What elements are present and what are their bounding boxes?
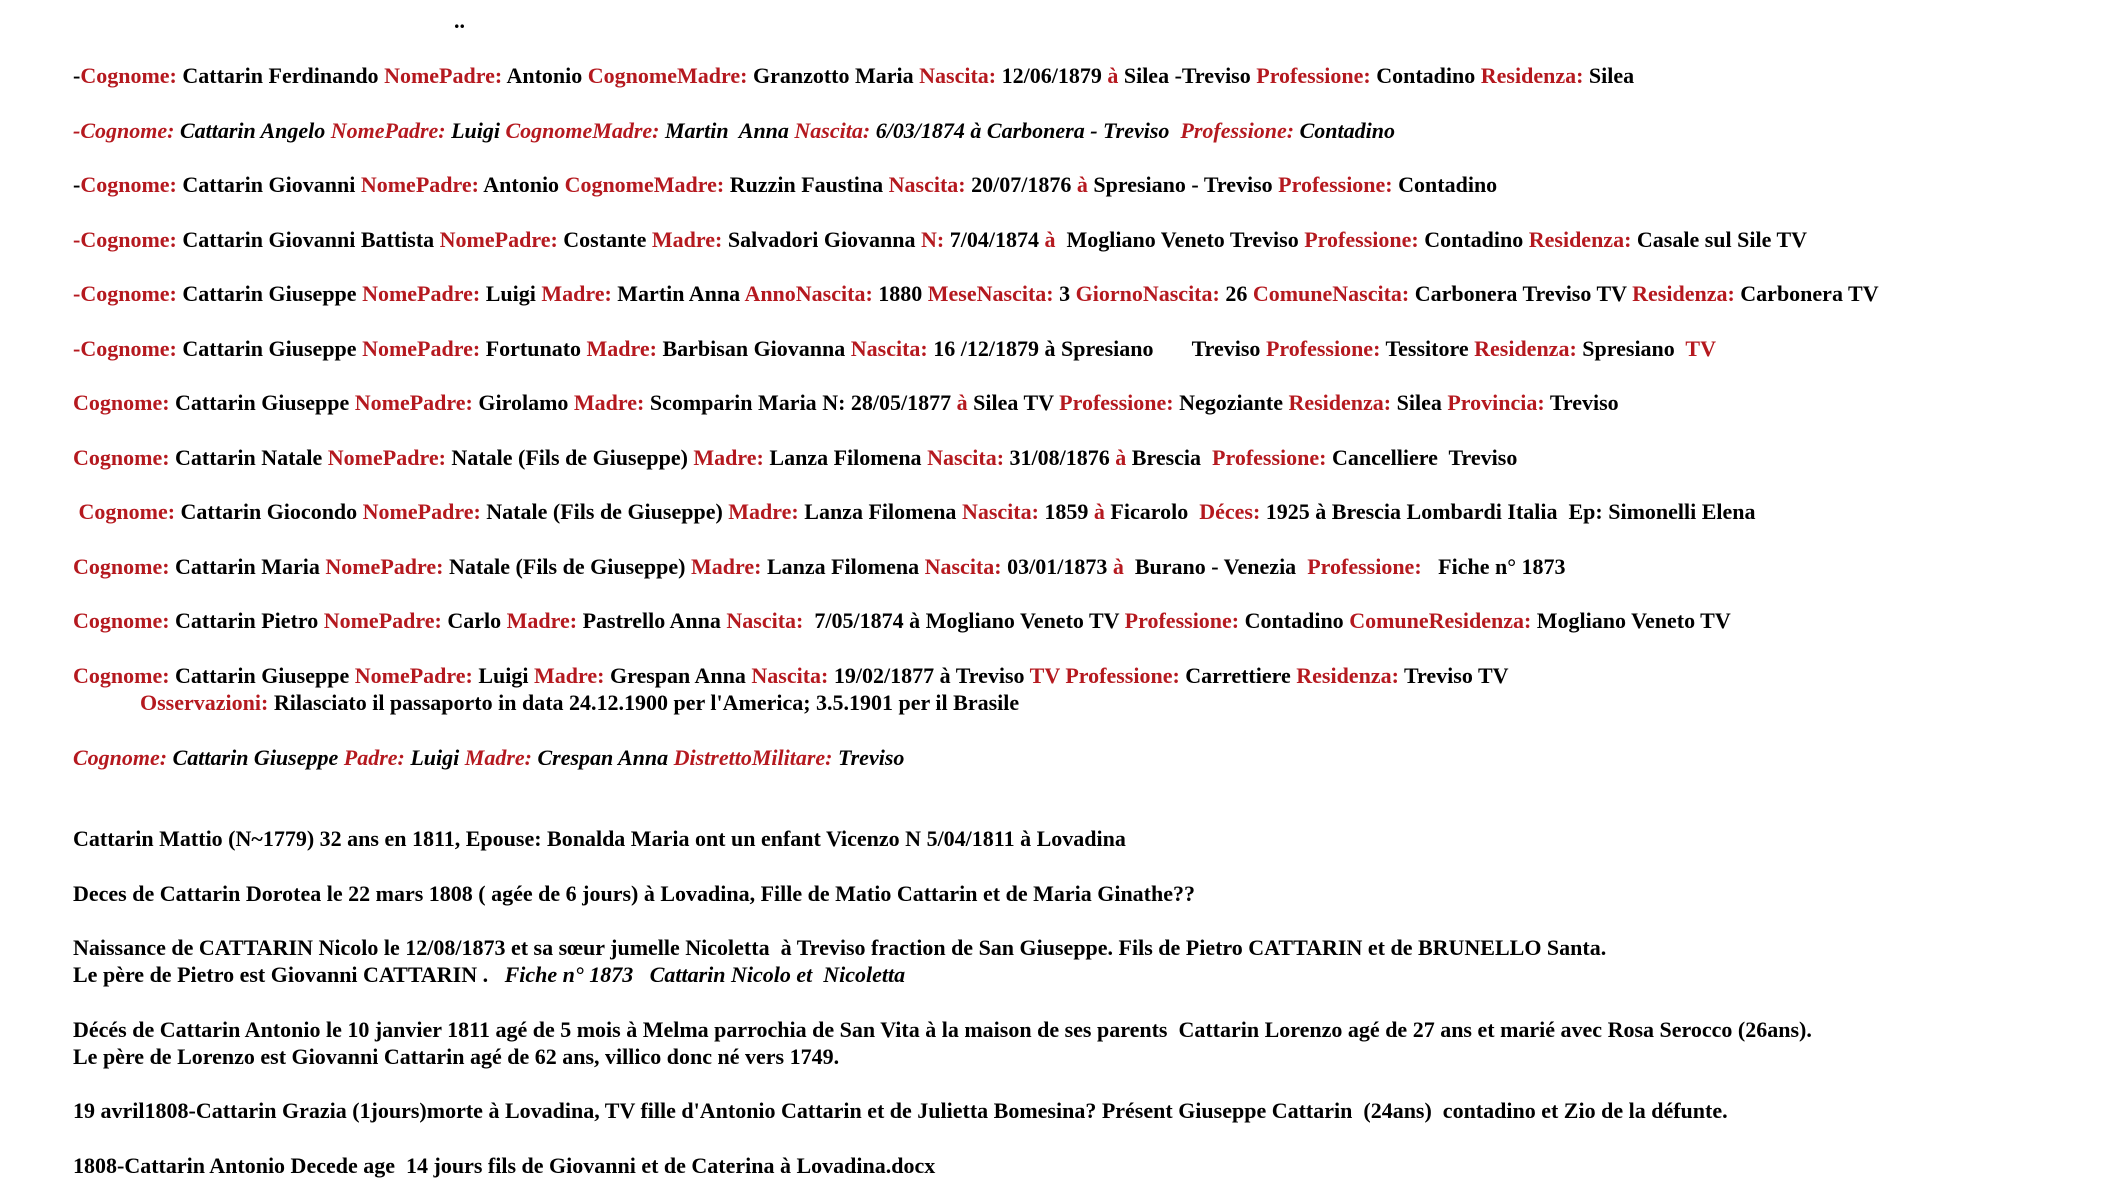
field-label: CognomeMadre: (505, 118, 660, 143)
field-value: 03/01/1873 (1001, 554, 1113, 579)
field-value: Fiche n° 1873 (1421, 554, 1566, 579)
field-value: N: (822, 390, 846, 415)
field-value: Contadino (1392, 172, 1498, 197)
note-line (73, 880, 1195, 908)
note-line (73, 825, 1126, 853)
field-value: 31/08/1876 (1004, 445, 1116, 470)
note-line (73, 1043, 839, 1071)
field-value: Mogliano Veneto TV (1531, 608, 1731, 633)
field-label: Professione: (1065, 663, 1180, 688)
field-value: Luigi (445, 118, 506, 143)
field-label: NomePadre: (362, 281, 481, 306)
field-label: NomePadre: (327, 445, 446, 470)
field-label: Madre: (728, 499, 799, 524)
field-label: NomePadre: (323, 608, 442, 633)
field-value: Le père de Pietro est Giovanni CATTARIN . (73, 962, 505, 987)
field-value: Cattarin Ferdinando (176, 63, 385, 88)
field-label: Madre: (464, 745, 532, 770)
field-value: Décés de Cattarin Antonio le 10 janvier 1811 agé de 5 mois à Melma parrochia de San Vita à la maison de ses parents Cattarin Lorenzo agé de 27 ans et marié avec Rosa Serocco (26ans). (73, 1017, 1812, 1042)
field-label: à (1115, 445, 1127, 470)
field-label: Nascita: (924, 554, 1002, 579)
field-value: Girolamo (472, 390, 574, 415)
field-value: Luigi (472, 663, 534, 688)
field-label: Residenza: (1474, 336, 1577, 361)
note-line (73, 934, 1606, 962)
field-label: Nascita: (726, 608, 804, 633)
field-label: Residenza: (1528, 227, 1632, 252)
field-value: Cattarin Giuseppe (169, 390, 355, 415)
field-value: Spresiano (1576, 336, 1686, 361)
field-label: Professione: (1307, 554, 1422, 579)
note-line (73, 1152, 935, 1180)
field-value: 7/04/1874 (944, 227, 1045, 252)
record-line (73, 553, 1566, 581)
note-line (73, 961, 905, 989)
field-value: Cattarin Pietro (169, 608, 324, 633)
top-mark: .. (454, 8, 465, 33)
field-value: Martin Anna (611, 281, 745, 306)
field-label: Padre: (343, 745, 405, 770)
field-label: Nascita: (927, 445, 1005, 470)
field-value: 26 (1219, 281, 1253, 306)
field-label: à (1076, 172, 1088, 197)
record-line (73, 444, 1517, 472)
field-label: Madre: (586, 336, 657, 361)
field-value: Treviso TV (1398, 663, 1509, 688)
field-value: 16 /12/1879 à Spresiano Treviso (927, 336, 1266, 361)
field-value: Tessitore (1380, 336, 1475, 361)
field-label: TV (1685, 336, 1716, 361)
field-value: Casale sul Sile TV (1631, 227, 1808, 252)
field-value: Carbonera Treviso TV (1409, 281, 1633, 306)
field-label: à (1107, 63, 1119, 88)
field-value: 20/07/1876 (965, 172, 1077, 197)
field-label: Professione: (1059, 390, 1174, 415)
field-label: Déces: (1199, 499, 1261, 524)
field-value: Fiche n° 1873 Cattarin Nicolo et Nicoletta (504, 962, 906, 987)
field-value: Natale (Fils de Giuseppe) (443, 554, 691, 579)
record-line (73, 171, 1497, 199)
field-label: ComuneResidenza: (1349, 608, 1532, 633)
field-label: GiornoNascita: (1075, 281, 1220, 306)
field-value: Costante (557, 227, 652, 252)
field-value: Contadino (1418, 227, 1529, 252)
field-label: - (73, 227, 81, 252)
field-value: Contadino (1294, 118, 1395, 143)
field-value: Barbisan Giovanna (656, 336, 851, 361)
field-label: Osservazioni: (140, 690, 269, 715)
field-label: NomePadre: (362, 499, 481, 524)
field-value: Cattarin Giuseppe (176, 336, 363, 361)
record-line (73, 744, 904, 772)
field-value: Cattarin Mattio (N~1779) 32 ans en 1811, Epouse: Bonalda Maria ont un enfant Vicenzo N 5/04/1811 à Lovadina (73, 826, 1126, 851)
field-value: Lanza Filomena (763, 445, 928, 470)
field-value: - (73, 172, 81, 197)
field-value: Fortunato (480, 336, 587, 361)
field-label: DistrettoMilitare: (673, 745, 833, 770)
field-label: - (73, 281, 81, 306)
field-label: Nascita: (888, 172, 966, 197)
record-line (73, 280, 1879, 308)
field-value: Treviso (1544, 390, 1619, 415)
field-label: Cognome: (80, 172, 177, 197)
field-label: Cognome: (78, 499, 176, 524)
field-value: Deces de Cattarin Dorotea le 22 mars 1808 ( agée de 6 jours) à Lovadina, Fille de Matio Cattarin et de Maria Ginathe?? (73, 881, 1196, 906)
field-value: Silea (1583, 63, 1635, 88)
field-label: Professione: (1212, 445, 1327, 470)
field-label: Cognome: (73, 608, 170, 633)
field-label: Madre: (506, 608, 578, 633)
field-value: Cattarin Giuseppe (167, 745, 344, 770)
field-value: Treviso (832, 745, 905, 770)
field-label: Madre: (693, 445, 764, 470)
field-value: 1880 (872, 281, 928, 306)
field-label: Cognome: (80, 281, 177, 306)
field-value: Granzotto Maria (747, 63, 920, 88)
field-value: Mogliano Veneto Treviso (1055, 227, 1305, 252)
field-label: Cognome: (80, 227, 177, 252)
field-label: NomePadre: (354, 663, 473, 688)
field-label: Professione: (1180, 118, 1295, 143)
field-label: à (1112, 554, 1124, 579)
field-label: Nascita: (919, 63, 997, 88)
field-value: Silea -Treviso (1118, 63, 1257, 88)
field-label: NomePadre: (330, 118, 446, 143)
field-value: 6/03/1874 à Carbonera - Treviso (870, 118, 1181, 143)
field-value: 19 avril1808-Cattarin Grazia (1jours)morte à Lovadina, TV fille d'Antonio Cattarin et de Julietta Bomesina? Présent Giuseppe Cattarin (24ans) contadino et Zio de la défunte. (73, 1098, 1728, 1123)
record-line (73, 389, 1619, 417)
note-line (73, 1097, 1728, 1125)
field-value: 19/02/1877 à Treviso (828, 663, 1030, 688)
field-label: NomePadre: (360, 172, 479, 197)
field-value: Natale (Fils de Giuseppe) (445, 445, 694, 470)
record-line (140, 689, 1019, 717)
field-label: Cognome: (73, 745, 168, 770)
field-label: NomePadre: (325, 554, 444, 579)
field-value: 7/05/1874 à Mogliano Veneto TV (803, 608, 1125, 633)
field-value: Martin Anna (659, 118, 795, 143)
field-label: CognomeMadre: (564, 172, 725, 197)
field-label: à (956, 390, 968, 415)
field-value: 1808-Cattarin Antonio Decede age 14 jours fils de Giovanni et de Caterina à Lovadina.docx (73, 1153, 936, 1178)
field-label: Professione: (1256, 63, 1371, 88)
field-label: Residenza: (1296, 663, 1399, 688)
field-label: Professione: (1304, 227, 1419, 252)
field-label: Professione: (1124, 608, 1240, 633)
field-value: Contadino (1239, 608, 1350, 633)
record-line (73, 607, 1731, 635)
record-line (73, 226, 1807, 254)
field-value: Ruzzin Faustina (724, 172, 889, 197)
record-line (73, 335, 1716, 363)
field-value: 28/05/1877 (845, 390, 957, 415)
field-value: Grespan Anna (604, 663, 752, 688)
field-value: Luigi (404, 745, 465, 770)
field-label: N: (921, 227, 945, 252)
record-line (73, 662, 1509, 690)
field-value: Pastrello Anna (577, 608, 727, 633)
field-label: Professione: (1278, 172, 1393, 197)
record-line (73, 62, 1634, 90)
field-value: Lanza Filomena (761, 554, 925, 579)
field-label: MeseNascita: (927, 281, 1054, 306)
field-label: Residenza: (1632, 281, 1735, 306)
field-value: Le père de Lorenzo est Giovanni Cattarin agé de 62 ans, villico donc né vers 1749. (73, 1044, 840, 1069)
field-label: Nascita: (850, 336, 928, 361)
field-value: Luigi (480, 281, 542, 306)
record-line (73, 117, 1395, 145)
field-label: NomePadre: (384, 63, 503, 88)
field-label: Madre: (541, 281, 612, 306)
field-label: Cognome: (80, 118, 175, 143)
note-line (73, 1016, 1812, 1044)
field-label: Cognome: (73, 554, 170, 579)
field-label: Cognome: (80, 336, 177, 361)
field-label: Madre: (534, 663, 605, 688)
field-value: - (73, 63, 81, 88)
field-label: NomePadre: (354, 390, 473, 415)
field-value: Carlo (441, 608, 507, 633)
field-value: Negoziante (1173, 390, 1289, 415)
field-label: Cognome: (80, 63, 177, 88)
field-value: Rilasciato il passaporto in data 24.12.1900 per l'America; 3.5.1901 per il Brasile (268, 690, 1020, 715)
field-label: Cognome: (73, 390, 170, 415)
field-label: Cognome: (73, 445, 170, 470)
field-value: Brescia (1126, 445, 1213, 470)
field-value: Antonio (502, 63, 588, 88)
field-value: 1859 (1038, 499, 1094, 524)
field-value: 3 (1053, 281, 1076, 306)
field-value: Cattarin Giuseppe (176, 281, 363, 306)
field-label: - (73, 336, 81, 361)
field-label: Madre: (651, 227, 723, 252)
field-label: TV (1029, 663, 1060, 688)
field-value: Spresiano - Treviso (1087, 172, 1279, 197)
field-label: Professione: (1265, 336, 1381, 361)
field-label: NomePadre: (439, 227, 558, 252)
field-label: ComuneNascita: (1252, 281, 1410, 306)
field-value: Cattarin Giovanni Battista (176, 227, 440, 252)
field-value: 12/06/1879 (996, 63, 1108, 88)
field-value: Carbonera TV (1734, 281, 1879, 306)
field-label: à (1044, 227, 1056, 252)
field-value: Cattarin Giuseppe (169, 663, 355, 688)
field-value: Carrettiere (1179, 663, 1297, 688)
field-value: Ficarolo (1104, 499, 1200, 524)
field-label: NomePadre: (362, 336, 481, 361)
field-label: Madre: (573, 390, 645, 415)
field-label: Residenza: (1288, 390, 1392, 415)
field-value: Naissance de CATTARIN Nicolo le 12/08/1873 et sa sœur jumelle Nicoletta à Treviso fraction de San Giuseppe. Fils de Pietro CATTARIN et de BRUNELLO Santa. (73, 935, 1607, 960)
field-label: AnnoNascita: (744, 281, 873, 306)
field-value: Scomparin Maria (644, 390, 823, 415)
field-label: Nascita: (794, 118, 871, 143)
field-value: Silea TV (967, 390, 1060, 415)
field-label: à (1093, 499, 1105, 524)
field-value: Lanza Filomena (798, 499, 962, 524)
field-value: Crespan Anna (531, 745, 674, 770)
field-value: Contadino (1370, 63, 1481, 88)
record-line (73, 498, 1756, 526)
field-value: Burano - Venezia (1123, 554, 1308, 579)
field-value: Cattarin Angelo (174, 118, 331, 143)
field-value: 1925 à Brescia Lombardi Italia Ep: Simonelli Elena (1260, 499, 1756, 524)
field-label: Nascita: (751, 663, 829, 688)
field-value: Salvadori Giovanna (722, 227, 922, 252)
field-label: Residenza: (1480, 63, 1584, 88)
field-label: Madre: (690, 554, 762, 579)
field-label: Provincia: (1447, 390, 1545, 415)
field-label: - (73, 118, 81, 143)
field-value: Natale (Fils de Giuseppe) (480, 499, 729, 524)
field-value: Cattarin Maria (169, 554, 326, 579)
field-value: Cattarin Natale (169, 445, 328, 470)
field-value: Cattarin Giovanni (176, 172, 361, 197)
field-value: Cattarin Giocondo (175, 499, 363, 524)
field-value: Cancelliere Treviso (1326, 445, 1518, 470)
field-value: Silea (1391, 390, 1448, 415)
field-label: CognomeMadre: (587, 63, 748, 88)
field-value: Antonio (478, 172, 565, 197)
field-label: Cognome: (73, 663, 170, 688)
field-label: Nascita: (961, 499, 1039, 524)
